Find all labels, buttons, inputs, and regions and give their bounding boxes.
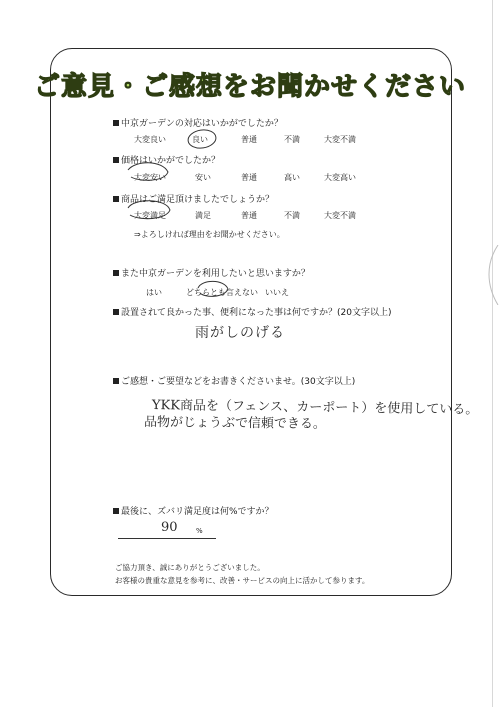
- footer-thanks: ご協力頂き、誠にありがとうございました。: [115, 563, 265, 572]
- feedback-answer-line-2: 品物がじょうぶで信頼できる。: [143, 415, 327, 432]
- bullet-square-icon: [113, 508, 119, 514]
- question-reuse-label: また中京ガーデンを利用したいと思いますか？: [121, 269, 310, 279]
- option-price-5[interactable]: 大変高い: [324, 173, 356, 182]
- satisfaction-answer: 90: [161, 520, 178, 535]
- option-reuse-3[interactable]: いいえ: [265, 288, 289, 297]
- satisfaction-unit: %: [196, 527, 203, 535]
- option-service-5[interactable]: 大変不満: [324, 135, 356, 144]
- question-price: [113, 153, 220, 166]
- option-product-4[interactable]: 不満: [284, 211, 300, 220]
- question-feedback-label: ご感想・ご要望などをお書きくださいませ。(30文字以上): [121, 377, 356, 387]
- question-service-label: 中京ガーデンの対応はいかがでしたか？: [121, 119, 283, 129]
- option-service-2[interactable]: 良い: [192, 135, 208, 144]
- option-product-5[interactable]: 大変不満: [324, 211, 356, 220]
- bullet-square-icon: [113, 378, 119, 384]
- question-product: [113, 192, 274, 205]
- bullet-square-icon: [113, 120, 119, 126]
- bullet-square-icon: [113, 196, 119, 202]
- reason-request-note: ⇒よろしければ理由をお聞かせください。: [134, 230, 285, 239]
- question-satisfaction-label: 最後に、ズバリ満足度は何%ですか？: [121, 507, 274, 517]
- bullet-square-icon: [113, 309, 119, 315]
- page-fold-mark: [478, 245, 500, 305]
- option-price-1[interactable]: 大変安い: [134, 173, 166, 182]
- option-product-1[interactable]: 大変満足: [134, 211, 166, 220]
- option-reuse-1[interactable]: はい: [146, 288, 162, 297]
- feedback-answer-line-1: YKK商品を（フェンス、カーポート）を使用している。: [151, 398, 479, 418]
- page-edge: [492, 0, 493, 707]
- option-price-2[interactable]: 安い: [195, 173, 211, 182]
- bullet-square-icon: [113, 157, 119, 163]
- benefit-answer: 雨がしのげる: [195, 325, 285, 341]
- option-price-4[interactable]: 高い: [284, 173, 300, 182]
- option-service-3[interactable]: 普通: [241, 135, 257, 144]
- survey-title: ご意見・ご感想をお聞かせください: [33, 72, 466, 102]
- satisfaction-underline: [118, 538, 216, 539]
- footer-message: お客様の貴重な意見を参考に、改善・サービスの向上に活かして参ります。: [115, 576, 370, 585]
- question-product-label: 商品はご満足頂けましたでしょうか？: [121, 195, 275, 205]
- question-feedback: [113, 374, 355, 387]
- option-product-2[interactable]: 満足: [195, 211, 211, 220]
- bullet-square-icon: [113, 270, 119, 276]
- option-price-3[interactable]: 普通: [241, 173, 257, 182]
- option-reuse-2[interactable]: どちらとも言えない: [186, 288, 258, 297]
- option-product-3[interactable]: 普通: [241, 211, 257, 220]
- question-price-label: 価格はいかがでしたか？: [121, 156, 221, 166]
- question-reuse: [113, 266, 310, 279]
- question-service: [113, 116, 283, 129]
- question-satisfaction: [113, 504, 274, 517]
- option-service-1[interactable]: 大変良い: [134, 135, 166, 144]
- question-benefit: [113, 305, 391, 318]
- question-benefit-label: 設置されて良かった事、便利になった事は何ですか？(20文字以上): [121, 308, 392, 318]
- option-service-4[interactable]: 不満: [284, 135, 300, 144]
